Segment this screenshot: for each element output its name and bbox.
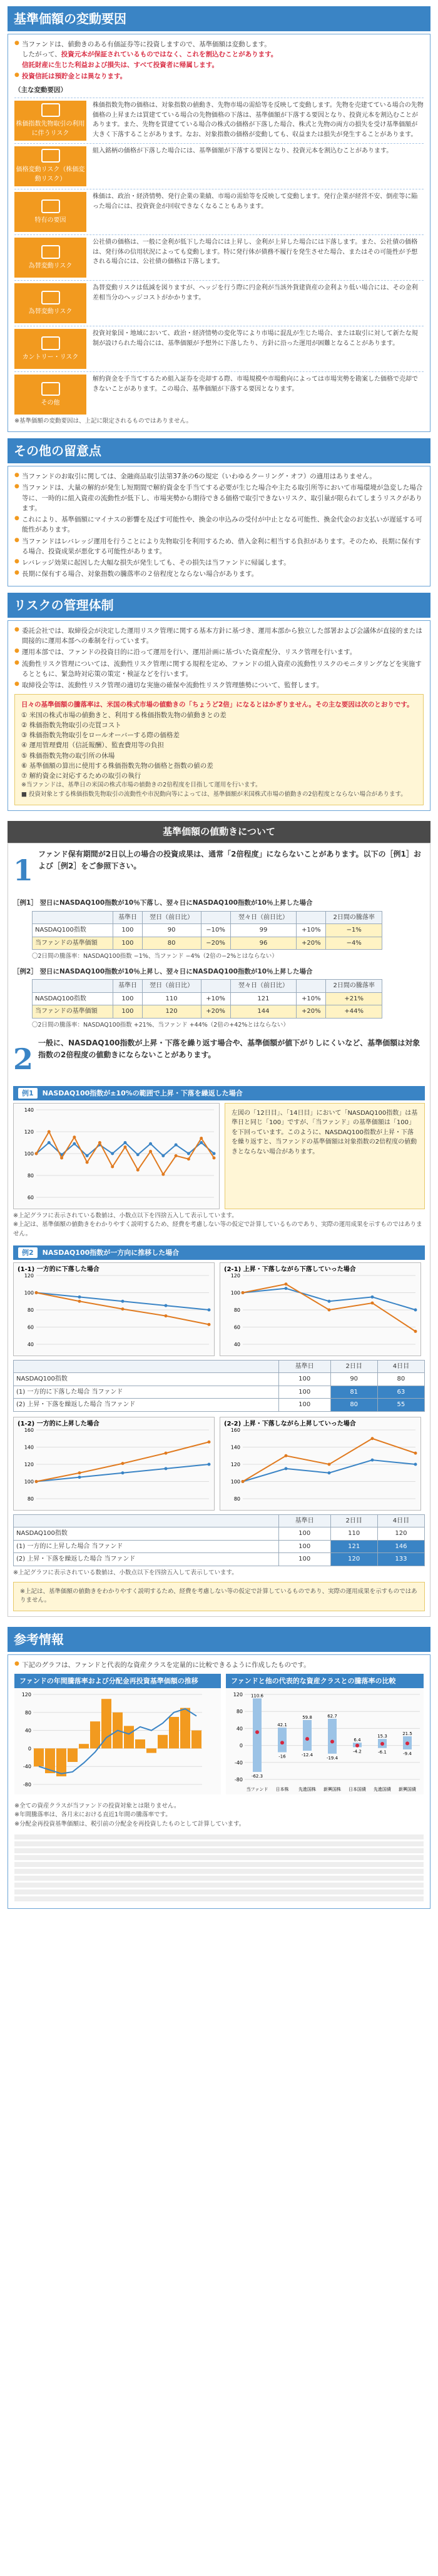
category-label: 日本株: [275, 1787, 289, 1793]
twice-note: ※当ファンドは、基準日の米国の株式市場の値動きの2倍程度を目指して運用を行います。: [21, 782, 262, 789]
risk-label: 為替変動リスク: [14, 283, 86, 323]
section-reference: [8, 1627, 430, 1909]
point-1-text: ファンド保有期間が2日以上の場合の投資成果は、通常「2倍程度」にならないことがあります。以下の［例1］および［例2］をご参照下さい。: [38, 850, 421, 870]
category-label: 先進国債: [374, 1787, 391, 1793]
point-2-number: 2: [13, 1042, 34, 1077]
tick-label: 60: [233, 1324, 240, 1331]
section-title: 参考情報: [8, 1627, 430, 1652]
ref-left-title: ファンドの年間騰落率および分配金再投資基準価額の推移: [14, 1674, 221, 1688]
chart-title: (2-1) 上昇・下落しながら下落していった場合: [224, 1265, 356, 1273]
chart1-svg: [14, 1104, 220, 1210]
tick-label: -40: [234, 1760, 243, 1766]
tick-label: 140: [24, 1107, 34, 1113]
tick-label: 120: [24, 1461, 34, 1467]
chart2a: [13, 1262, 215, 1356]
min-label: -19.4: [326, 1756, 339, 1761]
chart3b: [220, 1417, 421, 1511]
movement-box: 1 ファンド保有期間が2日以上の場合の投資成果は、通常「2倍程度」にならないことがあります。以下の［例1］および［例2］をご参照下さい。 ［例1］ 翌日にNASDAQ100指数が10％下落し、翌々日にNASDAQ100指数が10％上昇した場合 基準日 翌日（前日比） 翌々日（前日比） 2日間の騰落率 NASDAQ100指数 100 90 −10% 99 +10% −1% 当ファンドの基準価額 100 80 −20% 96 +20% −4% 〇2日間の騰落率：NASDAQ100指数 −1%、当ファンド −4%（2倍の−2%とはならない） ［例2］ 翌日にNASDAQ100指数が10％上昇し、翌々日にNASDAQ100指数が10％上昇した場合 基準日 翌日（前日比） 翌々日（前日比） 2日間の騰落率 NASDAQ100指数 100 110 +10% 121 +10% +21% 当ファンドの基準価額 100 120 +20% 144 +20% +44% 〇2日間の騰落率：NASDAQ100指数 +21%、当ファンド +44%（2倍の+42%とはならない） 2 一般に、NASDAQ100指数が上昇・下落を繰り返す場合や、基準価額が値下がりしにくいなど、基準価額は対象指数の2倍程度の値動きにならないことがあります。 例1 NASDAQ100指数が±10%の範囲で上昇・下落を繰返した場合 60 80 100 120 140 左図の「12日目」、「14日目」において「NASDAQ100指数」は基準日と同じ「100」ですが、「当ファンド」の基準価額は「100」を下回っています。このように、NASDAQ100指数が上昇・下落を繰り返すと、当ファンドの基準価額は対象指数の2倍程度の値動きとならない場合があります。 ※上記グラフに表示されている数値は、小数点以下を四捨五入して表示しています。 ※上記は、基準価額の値動きをわかりやすく説明するため、経費を考慮しない等の仮定で計算しているものであり、実際の運用成果を示すものではありません。 例2 NASDAQ100指数が一方向に推移した場合 (1-1) 一方的に下落した場合 40 60 80 100 120 (2-1) 上昇・下落しながら下落していった場合 40 60 80 100 120 基準日 2日目 4日目 NASDAQ100指数 100 90 80 (1) 一方的に下落した場合 当ファンド 100 81 63 (2) 上昇・下落を繰返した場合 当ファンド 100 80 55 (1-2) 一方的に上昇した場合 80 100 120 140 160 (2-2) 上昇・下落しながら上昇していった場合 80 100 120 140 160 基準日 2日目 4日目 NASDAQ100指数 100 110 120 (1) 一方的に上昇した場合 当ファンド 100 121 146 (2) 上昇・下落を繰返した場合 当ファンド 100 120 133 ※上記グラフに表示されている数値は、小数点以下を四捨五入して表示しています。 ※上記は、基準価額の値動きをわかりやすく説明するため、経費を考慮しない等の仮定で計算しているものであり、実際の運用成果を示すものではありません。: [8, 843, 430, 1617]
tick-label: 160: [230, 1427, 240, 1433]
tick-label: 100: [230, 1290, 240, 1296]
avg-point: [405, 1742, 409, 1746]
tick-label: 80: [233, 1496, 240, 1502]
max-label: 6.4: [354, 1738, 361, 1743]
ref-right-title: ファンドと他の代表的な資産クラスとの騰落率の比較: [226, 1674, 424, 1688]
chart-title: (2-2) 上昇・下落しながら上昇していった場合: [224, 1420, 356, 1427]
bar: [158, 1735, 168, 1749]
risk-icon: [41, 291, 60, 304]
point-1-number: 1: [13, 853, 34, 888]
ref-note: ※年間騰落率は、各月末における直近1年間の騰落率です。: [14, 1811, 171, 1819]
twice-item: ② 株価指数先物取引の売買コスト: [21, 721, 121, 729]
series-line: [243, 1284, 415, 1332]
risk-row: [14, 234, 424, 278]
tick-label: 120: [21, 1692, 31, 1698]
riskmgmt-box: [8, 620, 430, 811]
bar: [169, 1717, 179, 1748]
bar: [146, 1749, 156, 1753]
table-row: NASDAQ100指数 100 90 −10% 99 +10% −1%: [33, 924, 382, 937]
risk-label: その他: [14, 375, 86, 415]
ref-notes: [14, 1802, 424, 1829]
note-item: ● 当ファンドのお取引に関しては、金融商品取引法第37条の6の規定（いわゆるクーリング・オフ）の適用はありません。: [14, 471, 424, 481]
bar: [101, 1699, 111, 1749]
ref-right-chart: [226, 1688, 424, 1794]
max-label: 42.1: [277, 1723, 287, 1728]
min-label: -4.2: [353, 1749, 362, 1754]
twice-box: [14, 694, 424, 805]
note-item: ● レバレッジ効果に起因した大幅な損失が発生しても、その損失は当ファンドに帰属します。: [14, 558, 424, 568]
ex2-note: 〇2日間の騰落率：NASDAQ100指数 +21%、当ファンド +44%（2倍の+42%とはならない）: [32, 1021, 289, 1029]
category-label: 当ファンド: [246, 1787, 268, 1793]
tick-label: 80: [236, 1709, 243, 1715]
tick-label: 140: [24, 1444, 34, 1451]
tick-label: 100: [24, 1150, 34, 1157]
section-title: リスクの管理体制: [8, 593, 430, 618]
para-1: ● 当ファンドは、値動きのある有価証券等に投資しますので、基準価額は変動します。 したがって、投資元本が保証されているものではなく、これを割込むことがあります。 信託財産に生じた利益および損失は、すべて投資者に帰属します。: [14, 39, 424, 70]
avg-point: [305, 1738, 309, 1741]
section-title: その他の留意点: [8, 438, 430, 463]
bar: [124, 1726, 134, 1749]
section-price-movement: [8, 821, 430, 1617]
tick-label: 120: [230, 1461, 240, 1467]
risk-text: 投資対象国・地域において、政治・経済情勢の変化等により市場に混乱が生じた場合、または取引に対して新たな規制が設けられた場合には、基準価額が予想外に下落したり、方針に沿った運用が困難となることがあります。: [93, 330, 418, 347]
twice-item: ③ 株価指数先物取引をロールオーバーする際の価格差: [21, 732, 180, 740]
tick-label: -80: [23, 1782, 31, 1788]
chart2-header: 例2 NASDAQ100指数が一方向に推移した場合: [13, 1245, 425, 1260]
risk-text: 解約資金を手当てするため組入証券を売却する際、市場規模や市場動向によっては市場実勢を勘案した価格で売却できないことがあります。この場合、基準価額が下落する要因となります。: [93, 376, 418, 393]
tick-label: 80: [233, 1307, 240, 1313]
range-bar: [253, 1699, 262, 1773]
mgmt-item: ● 流動性リスク管理については、流動性リスク管理に関する規程を定め、ファンドの組入資産の流動性リスクのモニタリングなどを実施するとともに、緊急時対応策の策定・検証などを行います。: [14, 659, 424, 680]
min-label: -16: [278, 1754, 286, 1759]
risk-row: [14, 143, 424, 186]
notes-box: [8, 466, 430, 586]
bar: [135, 1739, 145, 1748]
chart-title: (1-2) 一方的に上昇した場合: [18, 1420, 99, 1427]
risk-row: [14, 371, 424, 415]
volatility-box: [8, 34, 430, 432]
chart-title: (1-1) 一方的に下落した場合: [18, 1265, 99, 1273]
min-label: -9.4: [403, 1751, 412, 1757]
bar: [79, 1744, 89, 1749]
tick-label: 120: [24, 1129, 34, 1135]
avg-point: [255, 1731, 259, 1734]
ref-note: ※全ての資産クラスが当ファンドの投資対象とは限りません。: [14, 1802, 180, 1809]
tick-label: 80: [24, 1710, 31, 1716]
tick-label: 100: [24, 1290, 34, 1296]
twice-item: ⑥ 基準価額の算出に使用する株価指数先物の価格と指数の値の差: [21, 762, 213, 770]
ex3-summary-table: 基準日 2日目 4日目 NASDAQ100指数 100 110 120 (1) 一方的に上昇した場合 当ファンド 100 121 146 (2) 上昇・下落を繰返した場合 当ファンド 100 120 133: [13, 1514, 425, 1566]
table-row: 当ファンドの基準価額 100 80 −20% 96 +20% −4%: [33, 937, 382, 950]
max-label: 21.5: [402, 1731, 412, 1737]
ex1-title: ［例1］ 翌日にNASDAQ100指数が10％下落し、翌々日にNASDAQ100指数が10％上昇した場合: [13, 899, 313, 907]
risk-icon: [41, 382, 60, 396]
tick-label: 120: [233, 1692, 243, 1698]
risk-text: 公社債の価格は、一般に金利が低下した場合には上昇し、金利が上昇した場合には下落します。また、公社債の価格は、発行体の信用状況によっても変動します。特に発行体が債務不履行を発生させた場合、またはその可能性が予想される場合には、公社債の価格は下落します。: [93, 239, 418, 266]
max-label: 15.3: [377, 1734, 387, 1739]
risk-icon: [41, 245, 60, 259]
mgmt-item: ● 委託会社では、取締役会が決定した運用リスク管理に関する基本方針に基づき、運用本部から独立した部署および会議体が直接的または間接的に運用本部への牽制を行っています。: [14, 626, 424, 647]
mgmt-list: [14, 626, 424, 691]
tick-label: 80: [27, 1307, 34, 1313]
risk-text: 為替変動リスクは低減を図りますが、ヘッジを行う際に円金利が当該外貨建資産の金利より低い場合には、その金利差相当分のヘッジコストがかかります。: [93, 284, 418, 301]
risk-label: 特有の要因: [14, 192, 86, 232]
avg-point: [330, 1740, 334, 1744]
tick-label: 80: [27, 1172, 34, 1179]
avg-point: [355, 1744, 359, 1748]
ex1-table: 基準日 翌日（前日比） 翌々日（前日比） 2日間の騰落率 NASDAQ100指数 100 90 −10% 99 +10% −1% 当ファンドの基準価額 100 80 −20% 96 +20% −4%: [32, 911, 382, 950]
chart1-desc: 左図の「12日目」、「14日目」において「NASDAQ100指数」は基準日と同じ「100」ですが、「当ファンド」の基準価額は「100」を下回っています。このように、NASDAQ100指数が上昇・下落を繰り返すと、当ファンドの基準価額は対象指数の2倍程度の値動きとならない場合があります。: [225, 1103, 425, 1209]
risk-row: [14, 280, 424, 323]
min-label: -12.4: [301, 1753, 313, 1758]
tick-label: 120: [24, 1272, 34, 1279]
chart1-header: 例1 NASDAQ100指数が±10%の範囲で上昇・下落を繰返した場合: [13, 1086, 425, 1100]
tick-label: 40: [27, 1341, 34, 1347]
twice-item: ⑦ 解約資金に対応するための取引の執行: [21, 772, 141, 780]
avg-point: [280, 1741, 284, 1745]
twice-items: [21, 710, 417, 782]
risk-label: 価格変動リスク（株価変動リスク）: [14, 146, 86, 186]
risk-row: [14, 189, 424, 232]
category-label: 新興国株: [323, 1787, 341, 1793]
tick-label: 60: [27, 1194, 34, 1200]
para-2: ● 投資信託は預貯金とは異なります。: [14, 71, 424, 81]
bar: [90, 1722, 100, 1749]
legal-text: [14, 1834, 424, 1901]
subhead: （主な変動要因）: [14, 86, 67, 94]
bar: [68, 1749, 78, 1763]
ex1-note: 〇2日間の騰落率：NASDAQ100指数 −1%、当ファンド −4%（2倍の−2%とはならない）: [32, 953, 278, 960]
tick-label: 0: [239, 1743, 243, 1749]
tick-label: 100: [24, 1479, 34, 1485]
series-line: [243, 1439, 415, 1482]
risk-label: 株価指数先物取引の利用に伴うリスク: [14, 101, 86, 141]
twice-item: ① 米国の株式市場の値動きと、利用する株価指数先物の値動きとの差: [21, 711, 227, 719]
tick-label: 40: [233, 1341, 240, 1347]
risk-text: 株価指数先物の価格は、対象指数の値動き、先物市場の需給等を反映して変動します。先物を売建てている場合の先物価格の上昇または買建てている場合の先物価格の下落は、基準価額が下落する要因となり、投資元本を割込むことがあります。また、先物を買建てている場合の株式の価格が下落した場合、株式と先物の両方の損失を受け基準価額が大きく下落することがあります。なお、対象指数の価格が変動しても、収益または損失が発生することがあります。: [93, 102, 424, 138]
chart3a: [13, 1417, 215, 1511]
risk-row: [14, 326, 424, 369]
series-line: [36, 1464, 209, 1482]
bar: [191, 1731, 201, 1749]
ref-lead: ● 下記のグラフは、ファンドと代表的な資産クラスを定量的に比較できるように作成したものです。: [14, 1660, 424, 1670]
series-line: [36, 1292, 209, 1310]
tick-label: 160: [24, 1427, 34, 1433]
min-label: -6.1: [378, 1750, 387, 1756]
range-bar: [328, 1719, 337, 1754]
twice-title: 日々の基準価額の騰落率は、米国の株式市場の値動きの「ちょうど2倍」になるとはかぎりません。その主な要因は次のとおりです。: [21, 701, 414, 709]
series-line: [243, 1289, 415, 1310]
mgmt-item: ● 取締役会等は、流動性リスク管理の適切な実施の確保や流動性リスク管理態勢について、監督します。: [14, 680, 424, 690]
range-bar: [303, 1720, 312, 1751]
risk-icon: [41, 103, 60, 117]
tick-label: 140: [230, 1444, 240, 1451]
avg-point: [380, 1742, 384, 1746]
section-title: 基準価額の変動要因: [8, 6, 430, 31]
max-label: 110.6: [250, 1693, 264, 1699]
note-item: ● 当ファンドは、大量の解約が発生し短期間で解約資金を手当てする必要が生じた場合や主たる取引所等において市場環境が急変した場合等に、一時的に組入資産の流動性が低下し、市場実勢から期待できる価格で取引できないリスク、取引量が限られてしまうリスクがあります。: [14, 483, 424, 513]
risk-icon: [41, 199, 60, 213]
range-bar: [278, 1728, 287, 1753]
tick-label: 40: [24, 1728, 31, 1734]
ref-box: [8, 1654, 430, 1909]
bar: [34, 1749, 44, 1767]
ref-left-chart: [14, 1688, 221, 1794]
section-title: 基準価額の値動きについて: [8, 821, 430, 843]
note-item: ● 長期に保有する場合、対象指数の騰落率の２倍程度とならない場合があります。: [14, 569, 424, 579]
bar: [180, 1708, 190, 1749]
section-risk-mgmt: [8, 593, 430, 811]
max-label: 59.8: [302, 1715, 312, 1721]
max-label: 62.7: [327, 1714, 337, 1719]
category-label: 日本国債: [349, 1787, 366, 1793]
risk-text: 株価は、政治・経済情勢、発行企業の業績、市場の需給等を反映して変動します。発行企業が経営不安、倒産等に陥った場合には、投資資金が回収できなくなることもあります。: [93, 193, 418, 210]
ex2-summary-table: 基準日 2日目 4日目 NASDAQ100指数 100 90 80 (1) 一方的に下落した場合 当ファンド 100 81 63 (2) 上昇・下落を繰返した場合 当ファンド 100 80 55: [13, 1360, 425, 1412]
risk-foot: ※基準価額の変動要因は、上記に限定されるものではありません。: [14, 418, 193, 425]
risk-label: カントリー・リスク: [14, 329, 86, 369]
twice-item: ④ 運用管理費用（信託報酬）、監査費用等の負担: [21, 742, 164, 750]
mgmt-item: ● 運用本部では、ファンドの投資目的に沿って運用を行い、運用計画に基づいた資産配分、リスク管理を行います。: [14, 647, 424, 657]
tick-label: 60: [27, 1324, 34, 1331]
risk-icon: [41, 149, 60, 163]
risk-icon: [41, 336, 60, 350]
section-volatility: [8, 6, 430, 432]
twice-item: ⑤ 株価指数先物の取引所の休場: [21, 752, 115, 760]
series-line: [36, 1442, 209, 1481]
point-2-text: 一般に、NASDAQ100指数が上昇・下落を繰り返す場合や、基準価額が値下がりしにくいなど、基準価額は対象指数の2倍程度の値動きにならないことがあります。: [38, 1039, 420, 1059]
risk-label: 為替変動リスク: [14, 238, 86, 278]
foot-2: ※上記は、基準価額の値動きをわかりやすく説明するため、経費を考慮しない等の仮定で計算しているものであり、実際の運用成果を示すものではありません。: [13, 1221, 422, 1238]
note-item: ● 当ファンドはレバレッジ運用を行うことにより先物取引を利用するため、借入金利に相当する負担があります。そのため、長期に保有する場合、投資成果が悪化する可能性があります。: [14, 536, 424, 557]
ex2-title: ［例2］ 翌日にNASDAQ100指数が10％上昇し、翌々日にNASDAQ100指数が10％上昇した場合: [13, 967, 313, 975]
chart1: [13, 1103, 220, 1209]
tick-label: 80: [27, 1496, 34, 1502]
risk-row: [14, 98, 424, 141]
foot-1: ※上記グラフに表示されている数値は、小数点以下を四捨五入して表示しています。: [13, 1212, 238, 1219]
risk-text: 組入銘柄の価格が下落した場合には、基準価額が下落する要因となり、投資元本を割込むことがあります。: [93, 148, 393, 155]
category-label: 新興国債: [399, 1787, 416, 1793]
table-row: 当ファンドの基準価額 100 120 +20% 144 +20% +44%: [33, 1005, 382, 1019]
twice-note2: ■ 投資対象とする株価指数先物取引の流動性や市況動向等によっては、基準価額が米国株式市場の値動きの2倍程度とならない場合があります。: [21, 791, 407, 798]
ex2-table: 基準日 翌日（前日比） 翌々日（前日比） 2日間の騰落率 NASDAQ100指数 100 110 +10% 121 +10% +21% 当ファンドの基準価額 100 120 +20% 144 +20% +44%: [32, 979, 382, 1019]
table-row: NASDAQ100指数 100 110 +10% 121 +10% +21%: [33, 992, 382, 1005]
ref-note: ※分配金再投資基準価額は、税引前の分配金を再投資したものとして計算しています。: [14, 1821, 245, 1828]
tick-label: 100: [230, 1479, 240, 1485]
tick-label: -40: [23, 1764, 31, 1770]
chart2b: [220, 1262, 421, 1356]
min-label: -62.3: [251, 1774, 263, 1779]
tick-label: -80: [234, 1777, 243, 1783]
tick-label: 40: [236, 1726, 243, 1732]
series-line: [36, 1292, 209, 1324]
tick-label: 120: [230, 1272, 240, 1279]
category-label: 先進国株: [298, 1787, 316, 1793]
risk-list: [14, 98, 424, 415]
note-item: ● これにより、基準価額にマイナスの影響を及ぼす可能性や、換金の申込みの受付が中止となる可能性、換金代金のお支払いが遅延する可能性があります。: [14, 515, 424, 535]
section-notes: [8, 438, 430, 586]
tick-label: 0: [28, 1746, 31, 1752]
